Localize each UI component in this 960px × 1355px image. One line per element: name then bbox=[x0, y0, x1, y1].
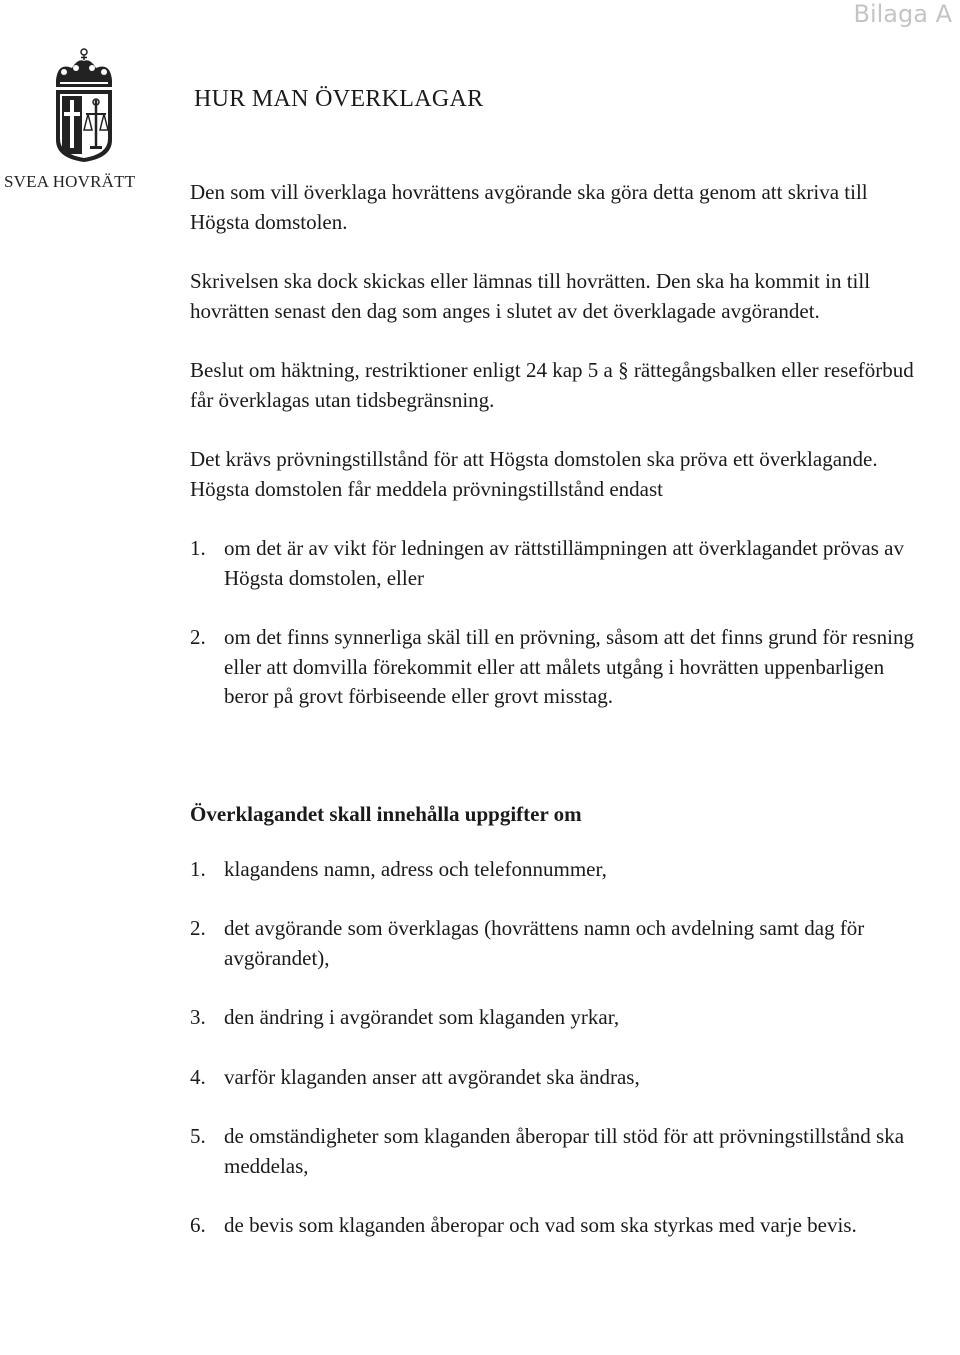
paragraph: Beslut om häktning, restriktioner enligt 24 kap 5 a § rättegångsbalken eller reseförbud får överklagas utan tidsbegränsning. bbox=[190, 358, 914, 412]
list-number: 3. bbox=[190, 1005, 206, 1029]
list-item bbox=[190, 623, 920, 712]
list-number: 4. bbox=[190, 1064, 206, 1089]
attachment-label: Bilaga A bbox=[853, 0, 952, 28]
list-number: 1. bbox=[190, 536, 206, 560]
list-item bbox=[190, 1063, 920, 1093]
list-number: 6. bbox=[190, 1213, 206, 1237]
list-text: om det är av vikt för ledningen av rättstillämpningen att överklagandet prövas av Högsta domstolen, eller bbox=[224, 536, 904, 590]
list-item bbox=[190, 1003, 920, 1033]
list-number: 1. bbox=[190, 856, 206, 881]
list-text: klagandens namn, adress och telefonnummer, bbox=[224, 856, 607, 881]
list-item bbox=[190, 914, 920, 973]
list-item bbox=[190, 1211, 920, 1241]
paragraph: Det krävs prövningstillstånd för att Högsta domstolen ska pröva ett överklagande. Högsta domstolen får meddela prövningstillstånd endast bbox=[190, 447, 878, 501]
list-number: 2. bbox=[190, 916, 206, 940]
list-item bbox=[190, 1122, 920, 1181]
court-name: SVEA HOVRÄTT bbox=[4, 172, 136, 191]
list-text: den ändring i avgörandet som klaganden yrkar, bbox=[224, 1005, 620, 1029]
list-text: om det finns synnerliga skäl till en prövning, såsom att det finns grund för resning eller att domvilla förekommit eller att målets utgång i hovrätten uppenbarligen beror på grovt förbiseende eller grovt misstag. bbox=[224, 625, 914, 708]
list-text: de omständigheter som klaganden åberopar till stöd för att prövningstillstånd ska meddelas, bbox=[224, 1124, 905, 1178]
list-text: varför klaganden anser att avgörandet ska ändras, bbox=[224, 1064, 640, 1089]
list-text: det avgörande som överklagas (hovrättens namn och avdelning samt dag för avgörandet), bbox=[224, 916, 865, 970]
paragraph: Den som vill överklaga hovrättens avgörande ska göra detta genom att skriva till Högsta domstolen. bbox=[190, 180, 868, 234]
section-heading: Överklagandet skall innehålla uppgifter om bbox=[190, 801, 582, 826]
list-number: 2. bbox=[190, 625, 206, 649]
page-title: HUR MAN ÖVERKLAGAR bbox=[194, 86, 484, 112]
list-item bbox=[190, 855, 920, 885]
paragraph: Skrivelsen ska dock skickas eller lämnas till hovrätten. Den ska ha kommit in till hovrätten senast den dag som anges i slutet av det överklagade avgörandet. bbox=[190, 269, 871, 323]
list-item bbox=[190, 534, 920, 593]
document-body bbox=[190, 178, 920, 1241]
list-number: 5. bbox=[190, 1124, 206, 1148]
court-emblem-icon bbox=[48, 48, 120, 164]
list-text: de bevis som klaganden åberopar och vad som ska styrkas med varje bevis. bbox=[224, 1213, 857, 1237]
